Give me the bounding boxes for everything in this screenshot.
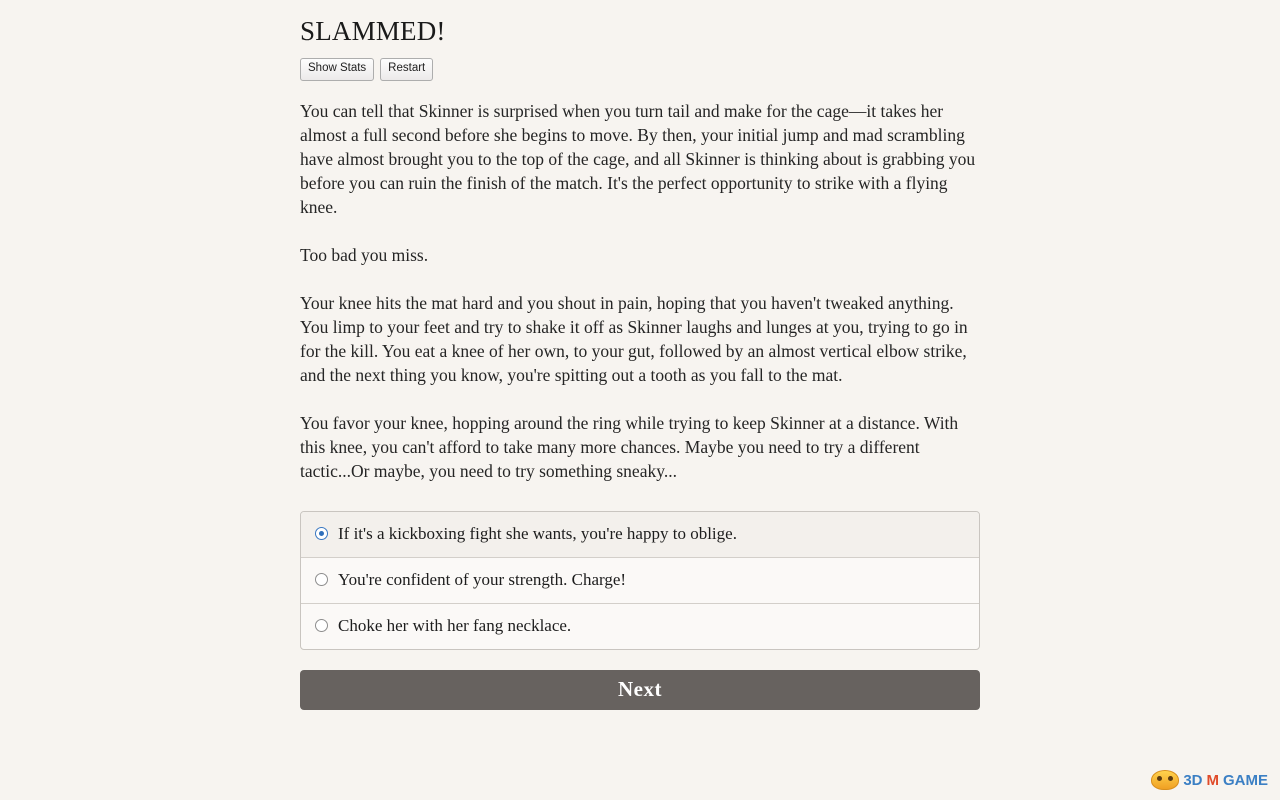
watermark-text-m: M — [1206, 771, 1219, 789]
radio-icon[interactable] — [315, 527, 328, 540]
choice-list — [300, 511, 980, 650]
restart-button[interactable]: Restart — [380, 58, 433, 81]
next-button[interactable]: Next — [300, 670, 980, 710]
choice-option[interactable] — [301, 558, 979, 604]
story-paragraph: You favor your knee, hopping around the ring while trying to keep Skinner at a distance. With this knee, you can't afford to take many more chances. Maybe you need to try a different tactic...Or maybe, you need to try something sneaky... — [300, 412, 959, 481]
game-page — [300, 0, 980, 710]
choice-label: If it's a kickboxing fight she wants, you're happy to oblige. — [338, 523, 737, 543]
choice-label: You're confident of your strength. Charge! — [338, 569, 627, 589]
story-paragraph: You can tell that Skinner is surprised when you turn tail and make for the cage—it takes her almost a full second before she begins to move. By then, your initial jump and mad scrambling have almost brought you to the top of the cage, and all Skinner is thinking about is grabbing you before you can ruin the finish of the match. It's the perfect opportunity to strike with a flying knee. — [300, 100, 976, 217]
radio-icon[interactable] — [315, 619, 328, 632]
toolbar — [300, 58, 980, 81]
choice-label: Choke her with her fang necklace. — [338, 615, 572, 635]
watermark-text-3d: 3D — [1183, 771, 1203, 789]
watermark — [1151, 770, 1268, 790]
watermark-text-game: GAME — [1223, 771, 1268, 789]
radio-icon[interactable] — [315, 573, 328, 586]
page-title: SLAMMED! — [300, 16, 446, 46]
story-paragraph: Your knee hits the mat hard and you shout in pain, hoping that you haven't tweaked anything. You limp to your feet and try to shake it off as Skinner laughs and lunges at you, trying to go in for the kill. You eat a knee of her own, to your gut, followed by an almost vertical elbow strike, and the next thing you know, you're spitting out a tooth as you fall to the mat. — [300, 292, 968, 385]
choice-option[interactable] — [301, 512, 979, 558]
story-paragraph: Too bad you miss. — [300, 244, 429, 265]
watermark-logo-icon — [1151, 770, 1179, 790]
story-text — [300, 99, 980, 483]
show-stats-button[interactable]: Show Stats — [300, 58, 374, 81]
choice-option[interactable] — [301, 604, 979, 649]
